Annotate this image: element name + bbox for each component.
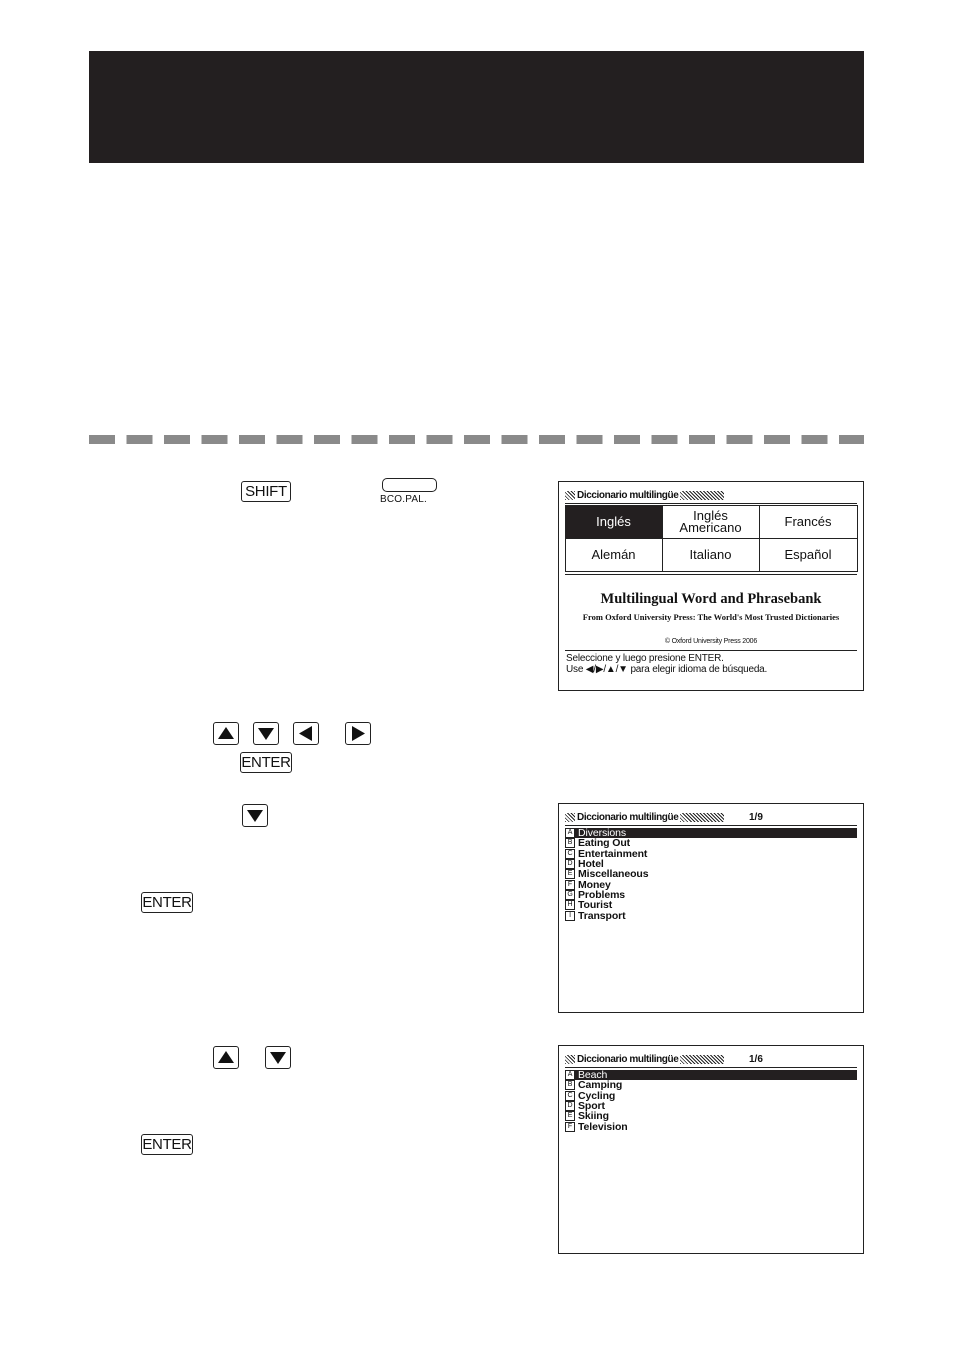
list-item-label: Problems [578, 888, 626, 901]
list-item[interactable] [565, 849, 857, 859]
letter-key-icon: D [565, 859, 575, 869]
list-item[interactable] [565, 1121, 857, 1131]
letter-key-icon: I [565, 911, 575, 921]
language-option-italiano[interactable]: Italiano [662, 538, 760, 572]
letter-key-icon: C [565, 849, 575, 859]
letter-key-icon: A [565, 1070, 575, 1080]
list-item[interactable] [565, 869, 857, 879]
language-option-ingles[interactable]: Inglés [565, 505, 663, 539]
list-item[interactable] [565, 900, 857, 910]
list-item-label: Tourist [578, 899, 613, 912]
letter-key-icon: F [565, 880, 575, 890]
list-item-label: Skiing [578, 1110, 609, 1123]
list-item-label: Beach [578, 1069, 608, 1082]
language-grid [565, 505, 857, 571]
subcategory-list-screen [558, 1045, 864, 1254]
screen-title-text: Diccionario multilingüe [577, 812, 679, 823]
enter-key: ENTER [142, 1136, 192, 1153]
message-rule [565, 650, 857, 651]
bco-pal-label: BCO.PAL. [380, 494, 427, 505]
letter-key-icon: C [565, 1091, 575, 1101]
bco-pal-key [382, 478, 437, 492]
letter-key-icon: B [565, 1080, 575, 1090]
list-item-label: Transport [578, 909, 626, 922]
list-item-label: Television [578, 1120, 628, 1133]
letter-key-icon: B [565, 838, 575, 848]
language-option-espanol[interactable]: Español [759, 538, 858, 572]
category-list [565, 828, 857, 921]
down-arrow-key-icon [253, 722, 279, 745]
language-option-frances[interactable]: Francés [759, 505, 858, 539]
list-item[interactable] [565, 1111, 857, 1121]
page-indicator: 1/9 [749, 812, 763, 823]
hatch-decoration [565, 813, 575, 822]
down-arrow-key-icon [242, 804, 268, 827]
page-indicator: 1/6 [749, 1054, 763, 1065]
hatch-decoration [680, 1055, 724, 1064]
title-rule [565, 1067, 857, 1068]
hatch-decoration [565, 1055, 575, 1064]
up-arrow-key-icon [213, 722, 239, 745]
screen-title [565, 1054, 724, 1065]
enter-key: ENTER [241, 754, 291, 771]
section-divider [89, 435, 864, 444]
letter-key-icon: D [565, 1101, 575, 1111]
hatch-decoration [680, 491, 724, 500]
down-arrow-key-icon [265, 1046, 291, 1069]
title-rule [565, 825, 857, 826]
up-arrow-key-icon [213, 1046, 239, 1069]
list-item-label: Entertainment [578, 847, 648, 860]
list-item-label: Cycling [578, 1089, 616, 1102]
list-item-label: Diversions [578, 827, 627, 840]
subcategory-list [565, 1070, 857, 1132]
list-item-label: Camping [578, 1079, 623, 1092]
brand-subtitle: From Oxford University Press: The World's Most Trusted Dictionaries [582, 612, 840, 622]
shift-key: SHIFT [241, 481, 291, 502]
screen-title-text: Diccionario multilingüe [577, 490, 679, 501]
right-arrow-key-icon [345, 722, 371, 745]
letter-key-icon: H [565, 900, 575, 910]
list-item-label: Sport [578, 1100, 605, 1113]
letter-key-icon: A [565, 828, 575, 838]
copyright-text: © Oxford University Press 2006 [664, 638, 758, 645]
list-item-label: Miscellaneous [578, 868, 649, 881]
list-item-label: Money [578, 878, 611, 891]
letter-key-icon: G [565, 890, 575, 900]
screen-title-text: Diccionario multilingüe [577, 1054, 679, 1065]
hatch-decoration [680, 813, 724, 822]
list-item[interactable] [565, 1091, 857, 1101]
left-arrow-key-icon [293, 722, 319, 745]
list-item-label: Hotel [578, 858, 604, 871]
letter-key-icon: E [565, 1111, 575, 1121]
list-item[interactable] [565, 910, 857, 920]
language-option-ingles-americano[interactable] [662, 505, 760, 539]
header-bar [89, 51, 864, 163]
letter-key-icon: F [565, 1122, 575, 1132]
category-list-screen [558, 803, 864, 1013]
grid-rule [565, 574, 857, 575]
instruction-line-1: Seleccione y luego presione ENTER. [566, 653, 724, 664]
screen-title [565, 812, 724, 823]
instruction-line-2: Use ◀/▶/▲/▼ para elegir idioma de búsqueda. [566, 664, 768, 675]
list-item-label: Eating Out [578, 837, 631, 850]
language-option-aleman[interactable]: Alemán [565, 538, 663, 572]
language-select-screen [558, 481, 864, 691]
enter-key: ENTER [142, 894, 192, 911]
hatch-decoration [565, 491, 575, 500]
screen-title [565, 490, 724, 501]
letter-key-icon: E [565, 869, 575, 879]
brand-title: Multilingual Word and Phrasebank [600, 591, 822, 607]
language-option-label: Inglés Americano [679, 507, 742, 535]
